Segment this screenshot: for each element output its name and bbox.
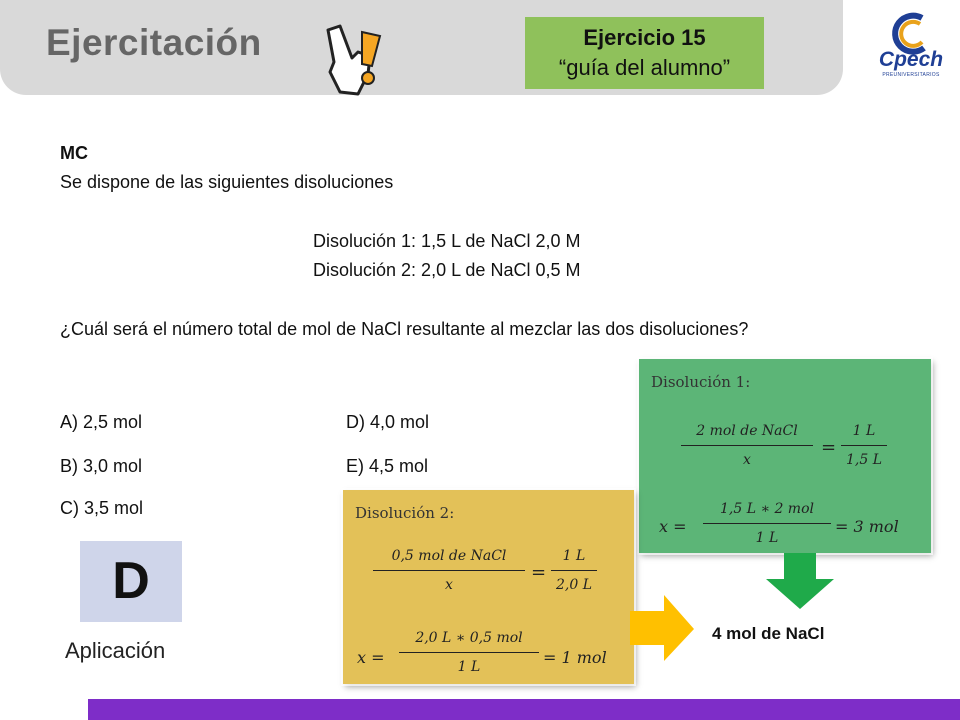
answer-letter: D bbox=[112, 552, 150, 610]
question-intro: Se dispone de las siguientes disoluciones bbox=[60, 172, 394, 192]
card-1-eq1-right-numerator: 1 L bbox=[841, 423, 887, 446]
card-1-eq1-right-fraction bbox=[841, 423, 887, 468]
card-1-eq1-numerator: 2 mol de NaCl bbox=[681, 423, 813, 446]
card-1-eq2-fraction bbox=[703, 501, 831, 546]
footer-bar bbox=[88, 699, 960, 720]
page-title: Ejercitación bbox=[46, 22, 262, 63]
logo-subtext: PREUNIVERSITARIOS bbox=[882, 72, 940, 78]
solution-2-text: Disolución 2: 2,0 L de NaCl 0,5 M bbox=[313, 260, 581, 280]
option-b: B) 3,0 mol bbox=[60, 456, 143, 476]
card-2-title: Disolución 2: bbox=[355, 504, 455, 522]
card-2-eq1-right-numerator: 1 L bbox=[551, 548, 597, 571]
card-2-eq2-result: = 1 mol bbox=[543, 648, 607, 667]
card-1-eq1-equals: = bbox=[821, 437, 837, 458]
solution-1-card bbox=[639, 359, 931, 553]
card-2-eq1-right-fraction bbox=[551, 548, 597, 593]
down-arrow-icon bbox=[764, 553, 836, 611]
exercise-number: Ejercicio 15 bbox=[583, 25, 706, 50]
solution-2-card bbox=[343, 490, 634, 684]
skill-label: Aplicación bbox=[65, 638, 166, 663]
option-e: E) 4,5 mol bbox=[346, 456, 429, 476]
option-d: D) 4,0 mol bbox=[346, 412, 430, 432]
card-2-eq1-denominator: x bbox=[445, 577, 453, 593]
solution-1-text: Disolución 1: 1,5 L de NaCl 2,0 M bbox=[313, 231, 581, 251]
card-1-title: Disolución 1: bbox=[651, 373, 751, 391]
card-2-eq1-numerator: 0,5 mol de NaCl bbox=[373, 548, 525, 571]
card-2-eq1-left-fraction bbox=[373, 548, 525, 593]
option-a: A) 2,5 mol bbox=[60, 412, 143, 432]
card-1-eq2-denominator: 1 L bbox=[755, 530, 779, 546]
card-2-eq2-fraction bbox=[399, 630, 539, 675]
card-1-eq2-lhs: x = bbox=[659, 517, 687, 536]
result-text: 4 mol de NaCl bbox=[712, 624, 825, 643]
card-1-eq2-numerator: 1,5 L ∗ 2 mol bbox=[703, 501, 831, 524]
card-2-eq1-right-denominator: 2,0 L bbox=[555, 577, 592, 593]
exercise-badge bbox=[525, 17, 764, 89]
card-1-eq1-right-denominator: 1,5 L bbox=[845, 452, 882, 468]
card-1-eq2-result: = 3 mol bbox=[835, 517, 899, 536]
option-c: C) 3,5 mol bbox=[60, 498, 144, 518]
logo-text: Cpech bbox=[878, 48, 944, 71]
card-1-eq1-left-fraction bbox=[681, 423, 813, 468]
card-2-eq2-numerator: 2,0 L ∗ 0,5 mol bbox=[399, 630, 539, 653]
card-1-eq1-denominator: x bbox=[743, 452, 751, 468]
card-2-eq2-lhs: x = bbox=[357, 648, 385, 667]
pointing-hand-icon bbox=[318, 22, 390, 100]
card-2-eq1-equals: = bbox=[531, 562, 547, 583]
right-arrow-icon bbox=[630, 595, 696, 663]
card-2-eq2-denominator: 1 L bbox=[457, 659, 481, 675]
question-type-label: MC bbox=[60, 143, 88, 163]
question-prompt: ¿Cuál será el número total de mol de NaCl resultante al mezclar las dos disoluciones? bbox=[60, 319, 749, 339]
exercise-source: “guía del alumno” bbox=[558, 55, 731, 80]
